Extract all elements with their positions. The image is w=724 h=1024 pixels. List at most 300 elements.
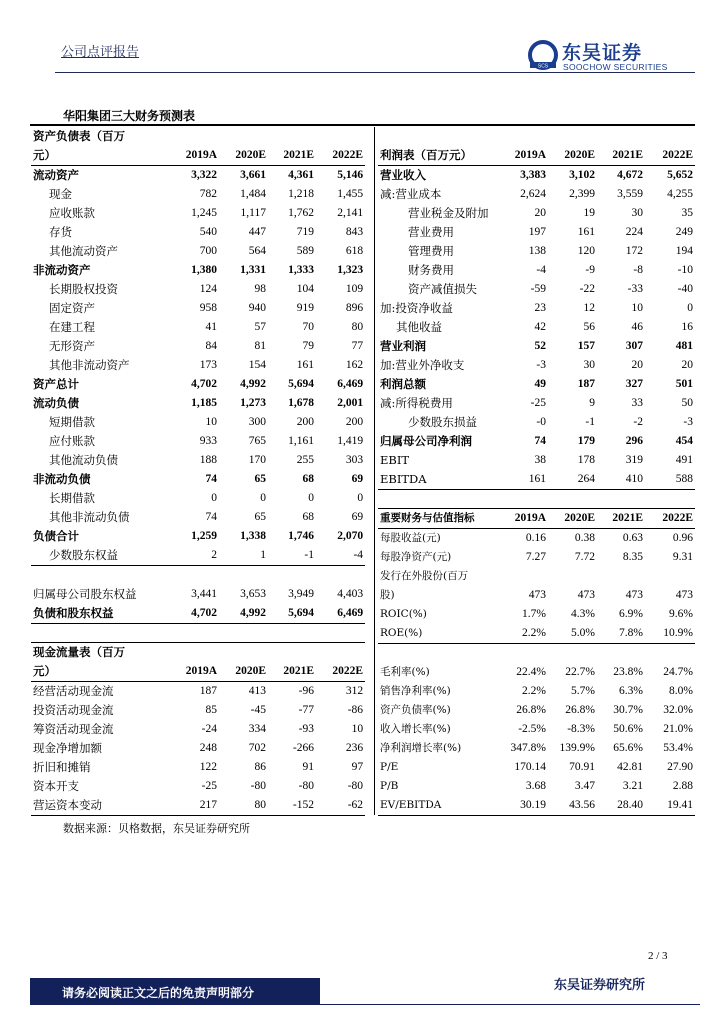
cell-value: 6.9%	[619, 608, 643, 620]
cell-value: 473	[577, 589, 595, 601]
row-label: 在建工程	[49, 320, 95, 334]
row-label: EBIT	[380, 453, 410, 467]
row-label: 归属母公司净利润	[380, 434, 472, 448]
cell-value: 30	[631, 207, 643, 219]
cell-value: 69	[351, 511, 364, 523]
table-row	[378, 739, 695, 758]
table-row	[31, 777, 365, 796]
row-label: 少数股东损益	[408, 415, 477, 429]
table-row	[31, 432, 365, 451]
cell-value: 334	[248, 723, 266, 735]
year-header: 2022E	[316, 662, 365, 682]
table-row	[378, 548, 695, 567]
row-label: 加:营业外净收支	[380, 358, 465, 372]
year-header: 2021E	[268, 146, 316, 166]
row-label: P/E	[380, 761, 399, 773]
cell-value: 4,992	[240, 378, 266, 390]
document-title: 华阳集团三大财务预测表	[63, 109, 196, 123]
cell-value: 473	[625, 589, 643, 601]
cell-value: 122	[199, 761, 217, 773]
cell-value: 187	[577, 378, 595, 390]
row-label: 筹资活动现金流	[33, 722, 114, 736]
cell-value: 161	[500, 470, 548, 490]
cell-value: 170	[248, 454, 266, 466]
table-row	[378, 166, 695, 186]
cell-value: 179	[577, 435, 595, 447]
cell-value: 2.2%	[522, 685, 546, 697]
cell-value: 1	[219, 546, 268, 566]
cell-value: 178	[577, 454, 595, 466]
cell-value: 447	[248, 226, 266, 238]
cell-value: 33	[631, 397, 643, 409]
cell-value: 4,702	[171, 604, 219, 624]
table-row	[31, 585, 365, 604]
table-row	[378, 185, 695, 204]
cell-value: 413	[248, 685, 266, 697]
row-label: 应付账款	[49, 434, 95, 448]
cell-value: 933	[199, 435, 217, 447]
cell-value: 197	[528, 226, 546, 238]
row-label: 其他非流动资产	[49, 358, 130, 372]
cell-value: 5.7%	[571, 685, 595, 697]
cell-value: 10	[351, 723, 364, 735]
cell-value: 157	[577, 340, 595, 352]
row-label: 每股净资产(元)	[380, 551, 452, 563]
cell-value: 80	[219, 796, 268, 816]
row-label: 现金净增加额	[33, 741, 102, 755]
spacer-row	[378, 644, 695, 664]
cell-value: 172	[625, 245, 643, 257]
table-row	[378, 242, 695, 261]
table-row	[378, 663, 695, 682]
cell-value: 0	[308, 492, 314, 504]
cell-value: 765	[248, 435, 266, 447]
table-row	[31, 489, 365, 508]
year-header: 2020E	[219, 146, 268, 166]
table-row	[378, 299, 695, 318]
cell-value: 1.7%	[522, 608, 546, 620]
row-label: EV/EBITDA	[378, 796, 500, 816]
cell-value: 1,678	[288, 397, 314, 409]
year-header: 2020E	[548, 146, 597, 166]
table-row	[31, 413, 365, 432]
header-divider	[55, 72, 695, 73]
cell-value: 53.4%	[663, 742, 693, 754]
cell-value: 200	[345, 416, 364, 428]
cell-value: 170.14	[514, 761, 546, 773]
cell-value: 782	[199, 188, 217, 200]
cell-value: -9	[585, 264, 595, 276]
table-row	[378, 758, 695, 777]
cell-value: 217	[171, 796, 219, 816]
cell-value: 843	[345, 226, 364, 238]
cell-value: 264	[548, 470, 597, 490]
table-row	[378, 280, 695, 299]
cell-value: 97	[351, 761, 364, 773]
cell-value: 4,255	[667, 188, 693, 200]
cell-value: 43.56	[548, 796, 597, 816]
cell-value: 5.0%	[548, 624, 597, 644]
row-label: 利润总额	[380, 377, 426, 391]
cell-value: -80	[250, 780, 266, 792]
table-row	[378, 413, 695, 432]
cell-value: -4	[536, 264, 546, 276]
cell-value: 65.6%	[613, 742, 643, 754]
cell-value: 0	[357, 492, 364, 504]
cash-flow-table	[31, 642, 365, 816]
income-statement-title: 利润表（百万元）	[378, 146, 500, 166]
table-row	[378, 470, 695, 490]
cell-value: -25	[201, 780, 217, 792]
cell-value: -80	[347, 780, 364, 792]
cell-value: 86	[254, 761, 266, 773]
column-divider	[374, 127, 375, 815]
cell-value: 42	[534, 321, 546, 333]
cell-value: 473	[528, 589, 546, 601]
cell-value: 319	[625, 454, 643, 466]
row-label: 营业费用	[408, 225, 454, 239]
table-row	[31, 682, 365, 702]
report-type-label: 公司点评报告	[61, 45, 140, 60]
cell-value: 23	[534, 302, 546, 314]
cell-value: 618	[345, 245, 364, 257]
footer-divider	[320, 1004, 700, 1005]
cell-value: 16	[681, 321, 693, 333]
cell-value: 3,102	[569, 169, 595, 181]
cell-value: 0	[687, 302, 693, 314]
cell-value: 296	[625, 435, 643, 447]
table-row	[31, 261, 365, 280]
data-source-note: 数据来源：贝格数据，东吴证券研究所	[63, 822, 250, 835]
cell-value: 19.41	[645, 796, 695, 816]
cell-value: 2,001	[337, 397, 364, 409]
cell-value: 303	[345, 454, 364, 466]
year-header: 2022E	[645, 509, 695, 529]
row-label: 销售净利率(%)	[380, 685, 451, 697]
cell-value: 6,469	[316, 604, 365, 624]
cell-value: -93	[298, 723, 314, 735]
cell-value: 255	[296, 454, 314, 466]
cell-value: 501	[675, 378, 693, 390]
cell-value: 347.8%	[510, 742, 546, 754]
row-label: 负债合计	[33, 529, 79, 543]
cell-value: 481	[675, 340, 693, 352]
table-row	[378, 529, 695, 549]
year-header: 2021E	[268, 662, 316, 682]
cell-value: 3,949	[288, 588, 314, 600]
table-row	[378, 261, 695, 280]
table-row	[378, 337, 695, 356]
cell-value: 27.90	[667, 761, 693, 773]
row-label: 少数股东权益	[31, 546, 171, 566]
cell-value: 300	[248, 416, 266, 428]
cell-value: 5,146	[337, 169, 364, 181]
cell-value: 1,218	[288, 188, 314, 200]
table-row	[378, 720, 695, 739]
year-header: 2021E	[597, 146, 645, 166]
row-label: 负债和股东权益	[31, 604, 171, 624]
cell-value: -86	[347, 704, 364, 716]
cell-value: 588	[645, 470, 695, 490]
cell-value: -40	[677, 283, 693, 295]
cell-value: 22.7%	[565, 666, 595, 678]
cell-value: 20	[631, 359, 643, 371]
year-header: 2021E	[597, 509, 645, 529]
cell-value: 307	[625, 340, 643, 352]
cell-value: 3,661	[240, 169, 266, 181]
cell-value: 30.19	[500, 796, 548, 816]
table-row	[31, 318, 365, 337]
row-label: 非流动负债	[33, 472, 91, 486]
table-row	[31, 546, 365, 566]
row-label: 流动资产	[33, 168, 79, 182]
company-logo	[528, 38, 688, 72]
cell-value: 10.9%	[645, 624, 695, 644]
row-label: 短期借款	[49, 415, 95, 429]
cell-value: 41	[205, 321, 217, 333]
cell-value: 74	[205, 511, 217, 523]
cell-value: 2,141	[337, 207, 364, 219]
cell-value: 6,469	[337, 378, 364, 390]
table-row	[378, 318, 695, 337]
cell-value: 1,455	[337, 188, 364, 200]
cell-value: 9.6%	[669, 608, 693, 620]
row-label: 现金	[49, 187, 72, 201]
table-row	[31, 508, 365, 527]
row-label: EBITDA	[378, 470, 500, 490]
cell-value: 564	[248, 245, 266, 257]
cell-value: 1,380	[191, 264, 217, 276]
cell-value: 77	[351, 340, 364, 352]
cell-value: 46	[631, 321, 643, 333]
cell-value: 1,245	[191, 207, 217, 219]
cell-value: 7.72	[574, 551, 595, 563]
cell-value: 28.40	[597, 796, 645, 816]
footer-firm-name: 东吴证券研究所	[554, 978, 646, 993]
table-row	[378, 567, 695, 605]
row-label: 应收账款	[49, 206, 95, 220]
cell-value: 1,484	[240, 188, 266, 200]
cell-value: 0.38	[574, 532, 595, 544]
row-label: 归属母公司股东权益	[33, 587, 137, 601]
row-label: 管理费用	[408, 244, 454, 258]
year-header: 2019A	[171, 146, 219, 166]
table-row	[378, 394, 695, 413]
cell-value: 65	[254, 511, 266, 523]
cell-value: 68	[302, 511, 314, 523]
table-row	[31, 299, 365, 318]
cell-value: 3,559	[617, 188, 643, 200]
table-row	[378, 204, 695, 223]
row-label: 营业收入	[380, 168, 426, 182]
cell-value: 194	[675, 245, 693, 257]
logo-chinese-text: 东吴证券	[562, 42, 643, 64]
cell-value: 22.4%	[516, 666, 546, 678]
cell-value: -1	[585, 416, 595, 428]
cell-value: 2,624	[520, 188, 546, 200]
income-statement-table	[378, 146, 695, 490]
cell-value: 0	[260, 492, 266, 504]
cell-value: 124	[199, 283, 217, 295]
cell-value: 200	[296, 416, 314, 428]
cell-value: 8.35	[622, 551, 643, 563]
cell-value: -8	[633, 264, 643, 276]
row-label	[378, 567, 500, 605]
cell-value: -25	[530, 397, 546, 409]
disclaimer-notice: 请务必阅读正文之后的免责声明部分	[62, 986, 255, 1000]
year-header: 2022E	[645, 146, 695, 166]
row-label: 收入增长率(%)	[380, 723, 451, 735]
cell-value: 21.0%	[663, 723, 693, 735]
table-row	[378, 605, 695, 624]
cell-value: 2.2%	[500, 624, 548, 644]
cell-value: -59	[530, 283, 546, 295]
cell-value: 491	[675, 454, 693, 466]
row-label: 无形资产	[49, 339, 95, 353]
table-row	[31, 185, 365, 204]
cell-value: -2.5%	[518, 723, 546, 735]
table-row	[378, 375, 695, 394]
row-label-line2: 股)	[380, 589, 395, 601]
row-label: 营业利润	[380, 339, 426, 353]
table-row	[378, 682, 695, 701]
row-label: 加:投资净收益	[380, 301, 453, 315]
cell-value: 161	[296, 359, 314, 371]
cell-value: 20	[681, 359, 693, 371]
cell-value: 1,762	[288, 207, 314, 219]
table-row	[31, 451, 365, 470]
cell-value: -77	[298, 704, 314, 716]
cell-value: 74	[205, 473, 217, 485]
cell-value: 1,333	[288, 264, 314, 276]
cash-flow-title-line2: 元）	[31, 662, 171, 682]
cell-value: -152	[268, 796, 316, 816]
row-label: 毛利率(%)	[380, 666, 430, 678]
cell-value: -96	[298, 685, 314, 697]
cell-value: 1,273	[240, 397, 266, 409]
row-label: ROE(%)	[378, 624, 500, 644]
cell-value: 3.21	[622, 780, 643, 792]
cell-value: 24.7%	[663, 666, 693, 678]
row-label: 投资活动现金流	[33, 703, 114, 717]
cell-value: 188	[199, 454, 217, 466]
table-row	[31, 280, 365, 299]
cell-value: 3,383	[520, 169, 546, 181]
table-row	[378, 701, 695, 720]
cell-value: 30	[583, 359, 595, 371]
cell-value: 940	[248, 302, 266, 314]
balance-sheet-title-line2: 元）	[31, 146, 171, 166]
cell-value: 19	[583, 207, 595, 219]
cell-value: 1,323	[337, 264, 364, 276]
cell-value: 85	[205, 704, 217, 716]
key-metrics-title: 重要财务与估值指标	[378, 509, 500, 529]
table-row	[31, 337, 365, 356]
cell-value: -3	[536, 359, 546, 371]
cell-value: 1,117	[240, 207, 266, 219]
row-label: 营运资本变动	[31, 796, 171, 816]
cell-value: 50	[681, 397, 693, 409]
cell-value: 173	[199, 359, 217, 371]
cell-value: 50.6%	[613, 723, 643, 735]
row-label-line1: 发行在外股份(百万	[380, 570, 469, 582]
cell-value: -8.3%	[567, 723, 595, 735]
row-label: 长期借款	[49, 491, 95, 505]
cell-value: 56	[583, 321, 595, 333]
cell-value: -4	[316, 546, 365, 566]
balance-sheet-title-line1: 资产负债表（百万	[33, 129, 125, 143]
cell-value: 3.47	[574, 780, 595, 792]
row-label: 资产负债率(%)	[380, 704, 451, 716]
cell-value: -1	[268, 546, 316, 566]
cell-value: 57	[254, 321, 266, 333]
row-label: 固定资产	[49, 301, 95, 315]
cash-flow-title-line1: 现金流量表（百万	[31, 643, 365, 663]
cell-value: 1,746	[288, 530, 314, 542]
cell-value: 410	[597, 470, 645, 490]
row-label: 经营活动现金流	[33, 684, 114, 698]
cell-value: 700	[199, 245, 217, 257]
table-row	[31, 356, 365, 375]
cell-value: 70	[302, 321, 314, 333]
cell-value: 3.68	[525, 780, 546, 792]
cell-value: 65	[254, 473, 266, 485]
cell-value: 0.16	[525, 532, 546, 544]
row-label: 非流动资产	[33, 263, 91, 277]
row-label: 减:营业成本	[380, 187, 442, 201]
cell-value: -3	[683, 416, 693, 428]
table-row	[31, 720, 365, 739]
cell-value: 120	[577, 245, 595, 257]
table-row	[31, 242, 365, 261]
cell-value: 2.88	[672, 780, 693, 792]
table-row	[31, 166, 365, 186]
cell-value: 69	[351, 473, 364, 485]
cell-value: 702	[248, 742, 266, 754]
row-label: 其他收益	[396, 320, 442, 334]
cell-value: 0.63	[622, 532, 643, 544]
svg-text:SCS: SCS	[537, 63, 549, 70]
title-divider	[30, 124, 695, 126]
cell-value: 154	[248, 359, 266, 371]
cell-value: 7.8%	[597, 624, 645, 644]
row-label: 财务费用	[408, 263, 454, 277]
cell-value: 38	[534, 454, 546, 466]
cell-value: 9.31	[672, 551, 693, 563]
year-header: 2019A	[500, 146, 548, 166]
table-row	[31, 204, 365, 223]
table-row	[31, 394, 365, 413]
cell-value: 10	[631, 302, 643, 314]
cell-value: 187	[199, 685, 217, 697]
cell-value: 52	[534, 340, 546, 352]
row-label: 资本开支	[33, 779, 79, 793]
cell-value: 70.91	[569, 761, 595, 773]
cell-value: 79	[302, 340, 314, 352]
cell-value: -266	[292, 742, 314, 754]
row-label: 存货	[49, 225, 72, 239]
table-row	[31, 758, 365, 777]
balance-sheet-table	[31, 127, 365, 624]
table-row	[31, 470, 365, 489]
cell-value: 4,672	[617, 169, 643, 181]
cell-value: 2,070	[337, 530, 364, 542]
logo-english-text: SOOCHOW SECURITIES	[563, 62, 668, 72]
cell-value: 249	[675, 226, 693, 238]
cell-value: 109	[345, 283, 364, 295]
cell-value: 10	[205, 416, 217, 428]
cell-value: 3,653	[240, 588, 266, 600]
